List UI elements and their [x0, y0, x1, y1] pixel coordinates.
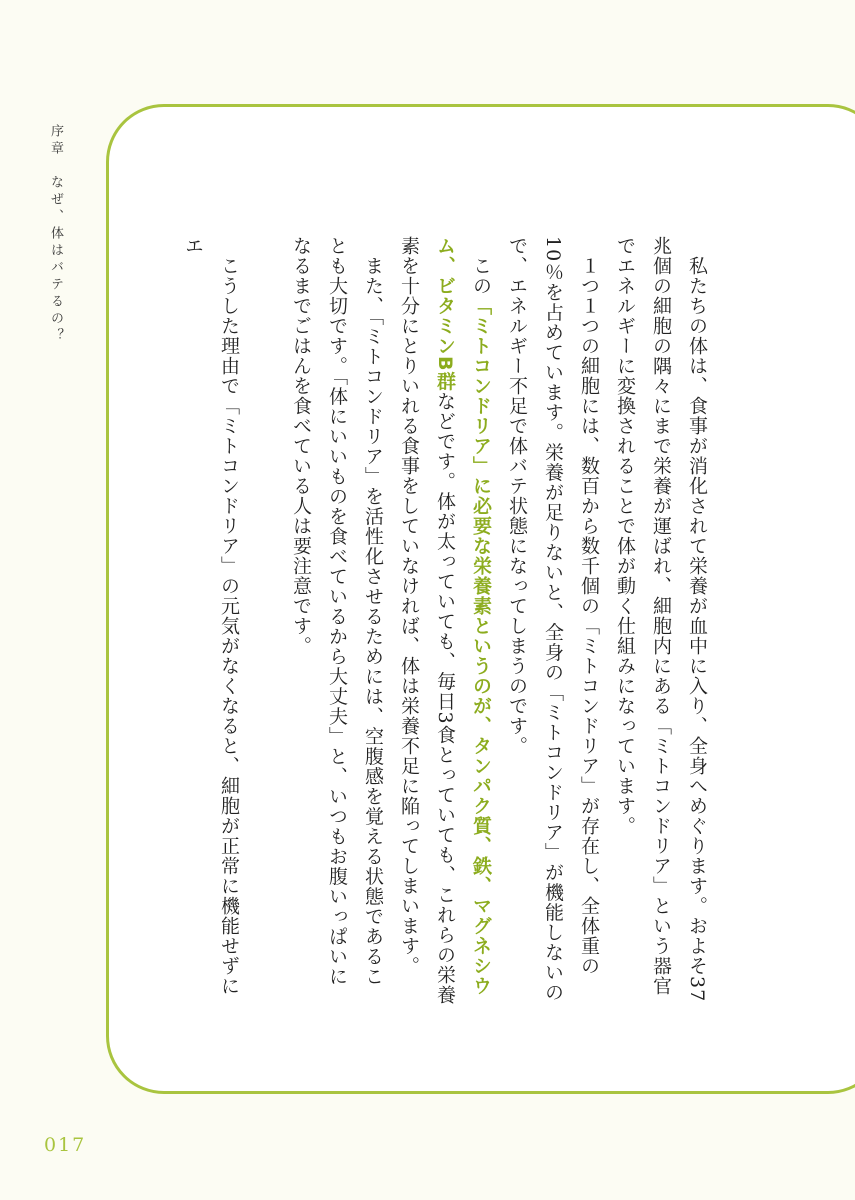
paragraph-3 — [391, 236, 499, 1006]
paragraph-text: 私たちの体は、食事が消化されて栄養が血中に入り、全身へめぐります。およそ37兆個の細胞の隅々にまで栄養が運ばれ、細胞内にある「ミトコンドリア」という器官でエネルギーに変換されることで体が動く仕組みになっています。 — [614, 236, 708, 1003]
paragraph-text: などです。体が太っていても、毎日3食とっていても、これらの栄養素を十分にとりいれる食事をしていなければ、体は栄養不足に陥ってしまいます。 — [398, 236, 456, 1005]
paragraph-text: また、「ミトコンドリア」を活性化させるためには、空腹感を覚える状態であることも大切です。「体にいいものを食べているから大丈夫」と、いつもお腹いっぱいになるまでごはんを食べている人は要注意です。 — [290, 236, 384, 987]
page-number: 017 — [44, 1134, 87, 1156]
highlighted-text: 「ミトコンドリア」に必要な栄養素というのが、タンパク質、鉄、マグネシウム、ビタミンB群 — [434, 236, 492, 996]
body-text — [139, 236, 715, 1006]
paragraph-text: この — [470, 236, 492, 296]
paragraph-2 — [499, 236, 607, 1006]
paragraph-5 — [175, 236, 247, 1006]
paragraph-1 — [607, 236, 715, 1006]
paragraph-text: １つ１つの細胞には、数百から数千個の「ミトコンドリア」が存在し、全体重の10％を占めています。栄養が足りないと、全身の「ミトコンドリア」が機能しないので、エネルギー不足で体バテ状態になってしまうのです。 — [506, 236, 600, 1003]
running-head: 序章 なぜ、体はバテるの？ — [48, 124, 63, 345]
paragraph-4 — [283, 236, 391, 1006]
paragraph-text: こうした理由で「ミトコンドリア」の元気がなくなると、細胞が正常に機能せずにエ — [182, 236, 240, 996]
